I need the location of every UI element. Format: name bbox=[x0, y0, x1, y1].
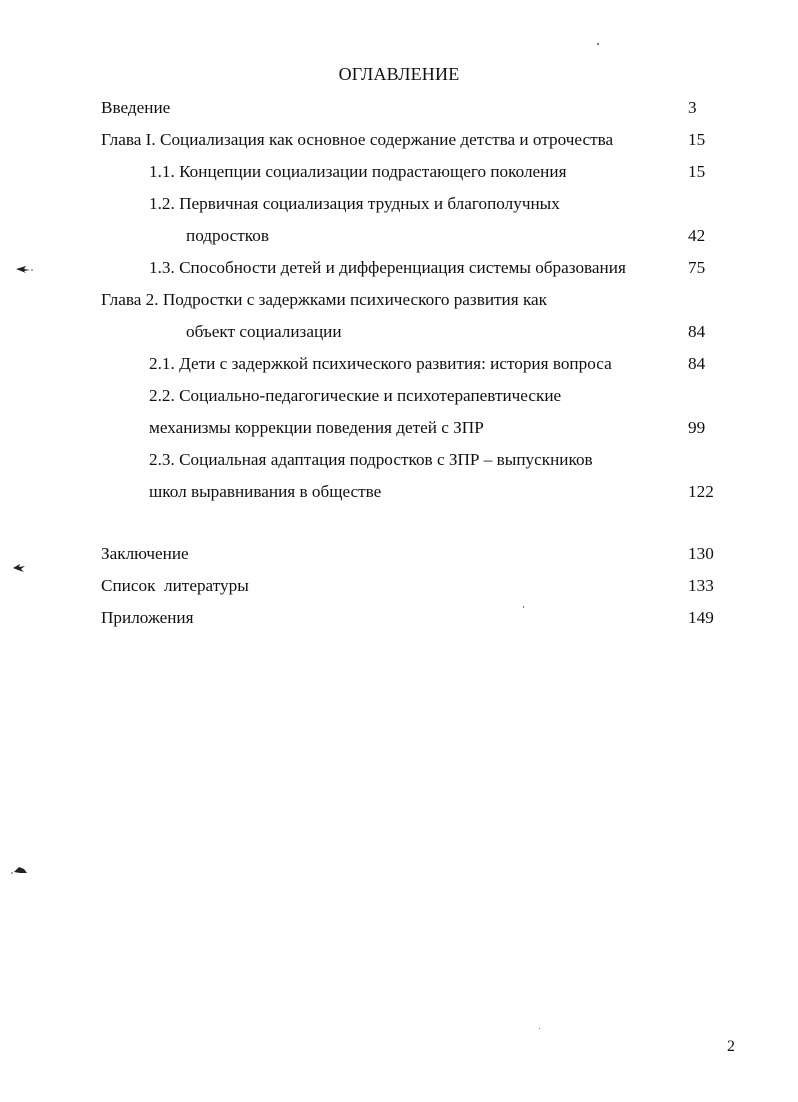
toc-entry-intro: Введение bbox=[101, 98, 171, 117]
scan-speck bbox=[523, 606, 524, 608]
page-number: 2 bbox=[727, 1038, 735, 1055]
toc-page-section-1-2: 42 bbox=[688, 226, 706, 245]
toc-page-section-1-1: 15 bbox=[688, 162, 706, 181]
toc-page-chapter-1: 15 bbox=[688, 130, 706, 149]
toc-entry-section-1-1: 1.1. Концепции социализации подрастающего поколения bbox=[149, 162, 567, 181]
toc-entry-chapter-2-line1: Глава 2. Подростки с задержками психического развития как bbox=[101, 290, 548, 309]
toc-entry-chapter-2-line2: объект социализации bbox=[186, 322, 342, 341]
scan-speck bbox=[539, 1028, 540, 1029]
toc-entry-section-1-3: 1.3. Способности детей и дифференциация системы образования bbox=[149, 258, 626, 277]
toc-entry-section-2-2-line2: механизмы коррекции поведения детей с ЗПР bbox=[149, 418, 484, 437]
toc-entry-section-1-2-line1: 1.2. Первичная социализация трудных и благополучных bbox=[149, 194, 560, 213]
toc-page-chapter-2: 84 bbox=[688, 322, 706, 341]
scan-mark-icon bbox=[10, 562, 30, 574]
toc-entry-appendices: Приложения bbox=[101, 608, 194, 627]
scan-speck bbox=[597, 43, 599, 45]
toc-page-section-2-1: 84 bbox=[688, 354, 706, 373]
toc-entry-section-1-2-line2: подростков bbox=[186, 226, 269, 245]
toc-entry-literature: Список литературы bbox=[101, 576, 249, 595]
page-title: ОГЛАВЛЕНИЕ bbox=[338, 64, 460, 84]
toc-page-appendices: 149 bbox=[688, 608, 714, 627]
toc-page-section-1-3: 75 bbox=[688, 258, 706, 277]
toc-page-literature: 133 bbox=[688, 576, 714, 595]
toc-entry-section-2-3-line1: 2.3. Социальная адаптация подростков с ЗПР – выпускников bbox=[149, 450, 593, 469]
toc-entry-section-2-2-line1: 2.2. Социально-педагогические и психотерапевтические bbox=[149, 386, 562, 405]
toc-page-section-2-2: 99 bbox=[688, 418, 706, 437]
toc-entry-section-2-3-line2: школ выравнивания в обществе bbox=[149, 482, 382, 501]
scan-mark-icon bbox=[10, 864, 30, 876]
toc-entry-section-2-1: 2.1. Дети с задержкой психического развития: история вопроса bbox=[149, 354, 612, 373]
toc-page-intro: 3 bbox=[688, 98, 697, 117]
toc-page-section-2-3: 122 bbox=[688, 482, 714, 501]
toc-page-conclusion: 130 bbox=[688, 544, 714, 563]
toc-entry-conclusion: Заключение bbox=[101, 544, 189, 563]
scan-mark-icon bbox=[14, 263, 34, 275]
toc-entry-chapter-1: Глава I. Социализация как основное содержание детства и отрочества bbox=[101, 130, 614, 149]
